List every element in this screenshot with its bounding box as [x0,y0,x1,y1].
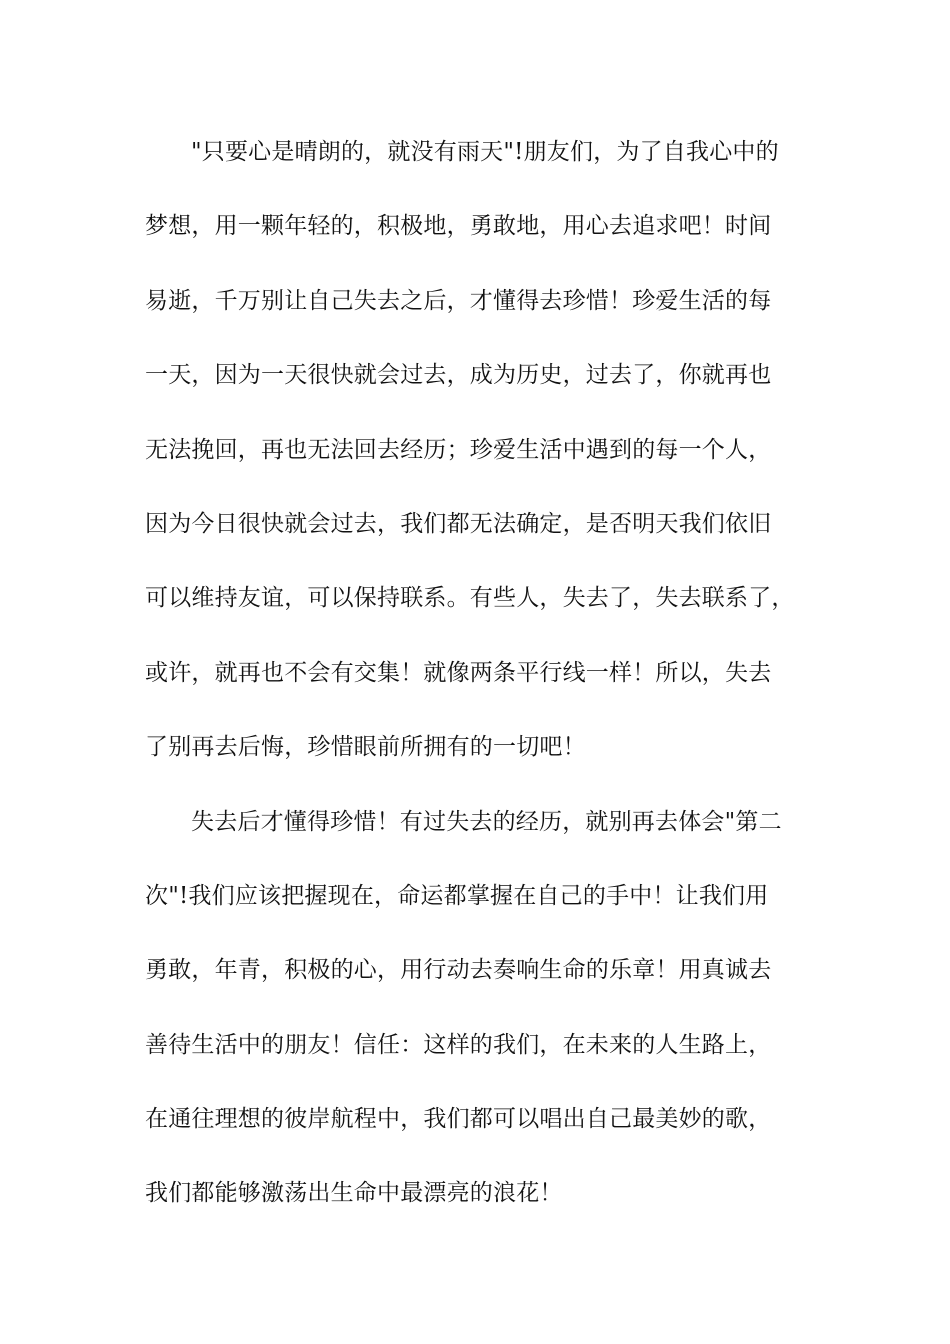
paragraph-1 [145,132,835,802]
text-line: 善待生活中的朋友！信任：这样的我们，在未来的人生路上， [145,1031,772,1058]
text-line: 无法挽回，再也无法回去经历；珍爱生活中遇到的每一个人， [145,436,772,463]
text-line: "只要心是晴朗的，就没有雨天"!朋友们，为了自我心中的 [191,139,779,165]
text-line: 我们都能够激荡出生命中最漂亮的浪花！ [145,1180,563,1207]
text-line: 可以维持友谊，可以保持联系。有些人，失去了，失去联系了， [145,585,795,612]
paragraph-2 [145,802,835,1248]
text-line: 次"!我们应该把握现在，命运都掌握在自己的手中！让我们用 [145,882,769,909]
text-line: 了别再去后悔，珍惜眼前所拥有的一切吧！ [145,734,586,761]
text-line: 因为今日很快就会过去，我们都无法确定，是否明天我们依旧 [145,510,772,537]
text-line: 或许，就再也不会有交集！就像两条平行线一样！所以，失去 [145,659,772,686]
text-line: 一天，因为一天很快就会过去，成为历史，过去了，你就再也 [145,362,772,389]
document-body [145,132,835,1248]
text-line: 易逝，千万别让自己失去之后，才懂得去珍惜！珍爱生活的每 [145,287,772,314]
text-line: 失去后才懂得珍惜！有过失去的经历，就别再去体会"第二 [191,808,782,835]
text-line: 梦想，用一颗年轻的，积极地，勇敢地，用心去追求吧！时间 [145,213,772,240]
text-line: 在通往理想的彼岸航程中，我们都可以唱出自己最美妙的歌， [145,1106,772,1133]
text-line: 勇敢，年青，积极的心，用行动去奏响生命的乐章！用真诚去 [145,957,772,984]
